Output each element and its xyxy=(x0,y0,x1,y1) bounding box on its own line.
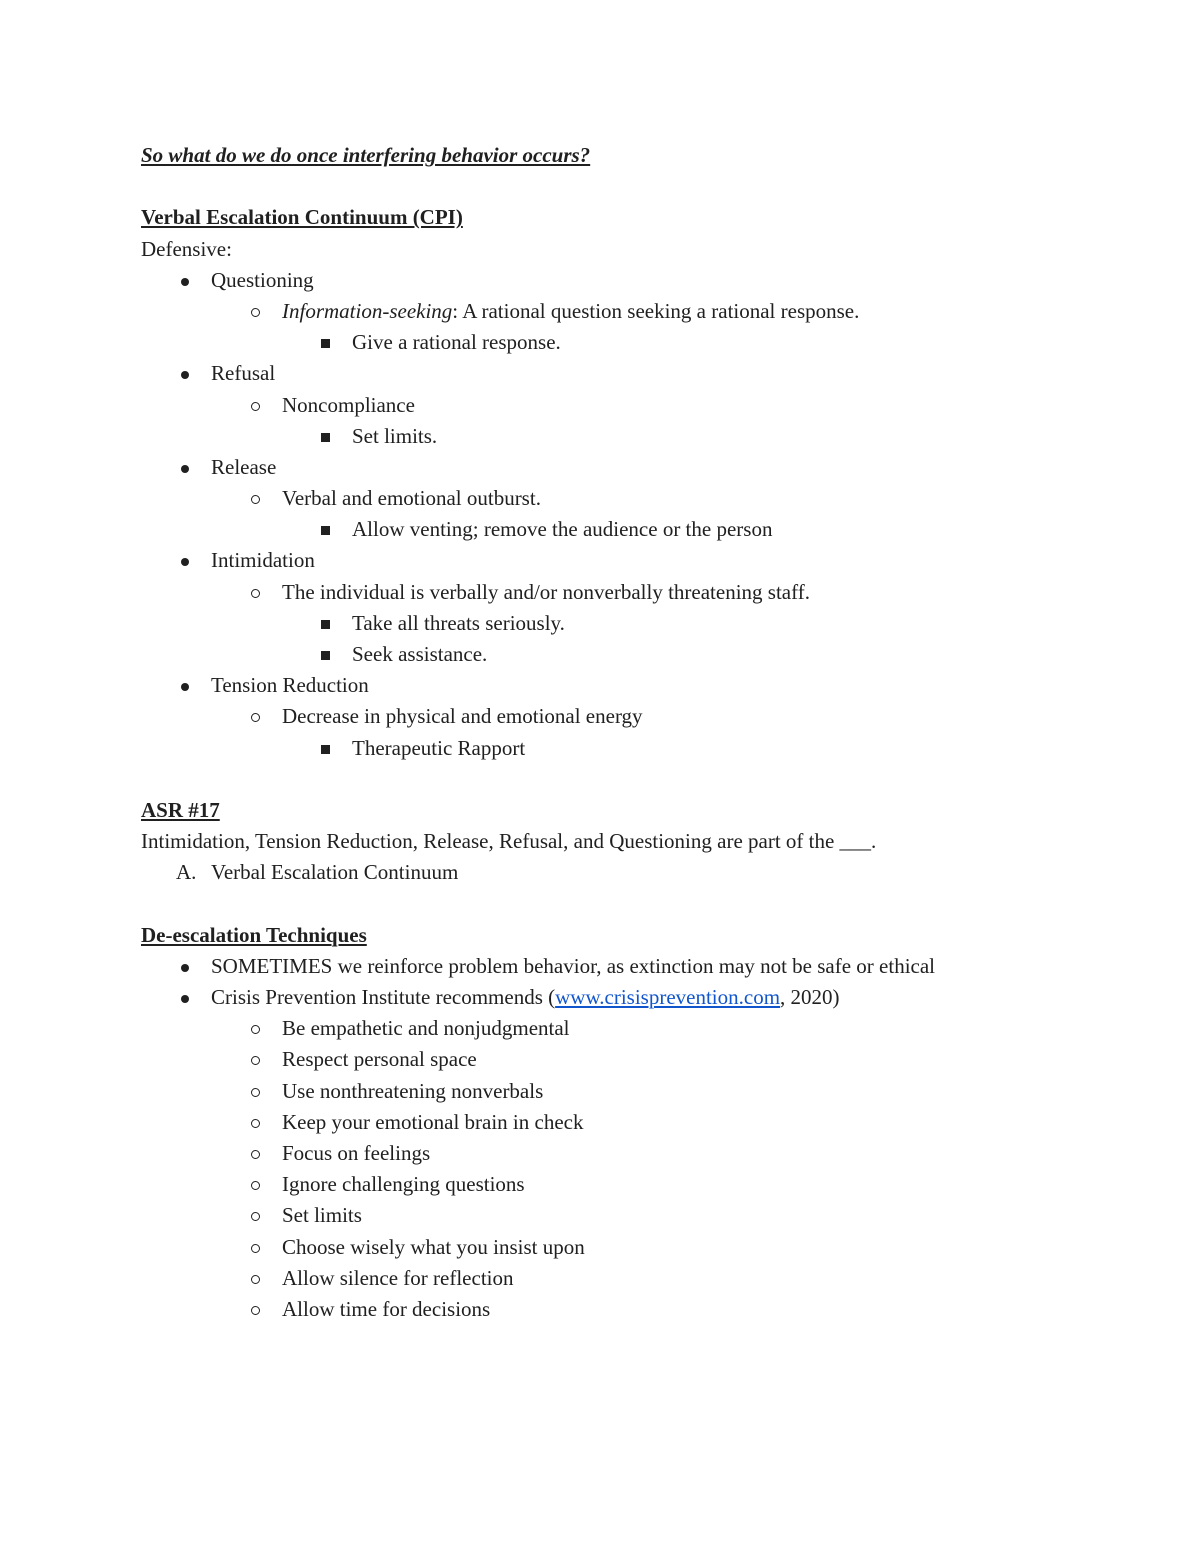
list-item-tip: Allow time for decisions xyxy=(141,1294,1141,1325)
square-bullet-icon xyxy=(321,339,330,348)
square-bullet-icon xyxy=(321,745,330,754)
spacer xyxy=(141,171,1141,202)
cpi-link[interactable]: www.crisisprevention.com xyxy=(555,985,781,1010)
hollow-circle-bullet-icon xyxy=(251,1150,260,1159)
filled-circle-bullet-icon xyxy=(181,683,189,691)
square-bullet-icon xyxy=(321,651,330,660)
hollow-circle-bullet-icon xyxy=(251,1025,260,1034)
list-item-seek-assistance: Seek assistance. xyxy=(141,639,1141,670)
hollow-circle-bullet-icon xyxy=(251,402,260,411)
spacer xyxy=(141,764,1141,795)
list-item-tip: Set limits xyxy=(141,1200,1141,1231)
filled-circle-bullet-icon xyxy=(181,465,189,473)
square-bullet-icon xyxy=(321,620,330,629)
list-item-threats-seriously: Take all threats seriously. xyxy=(141,608,1141,639)
list-item-threatening: The individual is verbally and/or nonverbally threatening staff. xyxy=(141,577,1141,608)
list-item-tip: Respect personal space xyxy=(141,1044,1141,1075)
list-item-noncompliance: Noncompliance xyxy=(141,390,1141,421)
list-item-questioning: Questioning xyxy=(141,265,1141,296)
filled-circle-bullet-icon xyxy=(181,371,189,379)
defensive-label: Defensive: xyxy=(141,236,232,261)
list-item-tip: Keep your emotional brain in check xyxy=(141,1107,1141,1138)
list-item-intimidation: Intimidation xyxy=(141,545,1141,576)
list-item-tip: Focus on feelings xyxy=(141,1138,1141,1169)
hollow-circle-bullet-icon xyxy=(251,1244,260,1253)
answer-letter: A. xyxy=(176,860,197,885)
hollow-circle-bullet-icon xyxy=(251,495,260,504)
square-bullet-icon xyxy=(321,433,330,442)
section-heading-asr: ASR #17 xyxy=(141,797,220,822)
asr-question: Intimidation, Tension Reduction, Release, Refusal, and Questioning are part of the ___. xyxy=(141,829,877,854)
filled-circle-bullet-icon xyxy=(181,558,189,566)
list-item-tip: Choose wisely what you insist upon xyxy=(141,1232,1141,1263)
list-item-decrease-energy: Decrease in physical and emotional energy xyxy=(141,701,1141,732)
section-heading-deescalation: De-escalation Techniques xyxy=(141,922,367,947)
hollow-circle-bullet-icon xyxy=(251,1306,260,1315)
document-page xyxy=(141,140,1141,1325)
hollow-circle-bullet-icon xyxy=(251,308,260,317)
square-bullet-icon xyxy=(321,526,330,535)
list-item-information-seeking: Information-seeking: A rational question seeking a rational response. xyxy=(141,296,1141,327)
list-item-outburst: Verbal and emotional outburst. xyxy=(141,483,1141,514)
hollow-circle-bullet-icon xyxy=(251,1181,260,1190)
hollow-circle-bullet-icon xyxy=(251,1088,260,1097)
list-item-cpi-recommends: Crisis Prevention Institute recommends (www.crisisprevention.com, 2020) xyxy=(141,982,1141,1013)
list-item-release: Release xyxy=(141,452,1141,483)
document-title: So what do we do once interfering behavior occurs? xyxy=(141,143,591,167)
list-item-tip: Use nonthreatening nonverbals xyxy=(141,1076,1141,1107)
hollow-circle-bullet-icon xyxy=(251,1275,260,1284)
asr-answer: A. Verbal Escalation Continuum xyxy=(141,857,1141,888)
hollow-circle-bullet-icon xyxy=(251,1119,260,1128)
list-item-therapeutic-rapport: Therapeutic Rapport xyxy=(141,733,1141,764)
filled-circle-bullet-icon xyxy=(181,278,189,286)
list-item-allow-venting: Allow venting; remove the audience or the person xyxy=(141,514,1141,545)
list-item-refusal: Refusal xyxy=(141,358,1141,389)
hollow-circle-bullet-icon xyxy=(251,1212,260,1221)
filled-circle-bullet-icon xyxy=(181,995,189,1003)
hollow-circle-bullet-icon xyxy=(251,589,260,598)
section-heading-vec: Verbal Escalation Continuum (CPI) xyxy=(141,205,463,230)
list-item-sometimes: SOMETIMES we reinforce problem behavior, as extinction may not be safe or ethical xyxy=(141,951,1141,982)
list-item-tip: Ignore challenging questions xyxy=(141,1169,1141,1200)
list-item-rational-response: Give a rational response. xyxy=(141,327,1141,358)
spacer xyxy=(141,889,1141,920)
list-item-tension-reduction: Tension Reduction xyxy=(141,670,1141,701)
list-item-set-limits: Set limits. xyxy=(141,421,1141,452)
hollow-circle-bullet-icon xyxy=(251,1056,260,1065)
filled-circle-bullet-icon xyxy=(181,964,189,972)
hollow-circle-bullet-icon xyxy=(251,713,260,722)
list-item-tip: Be empathetic and nonjudgmental xyxy=(141,1013,1141,1044)
list-item-tip: Allow silence for reflection xyxy=(141,1263,1141,1294)
